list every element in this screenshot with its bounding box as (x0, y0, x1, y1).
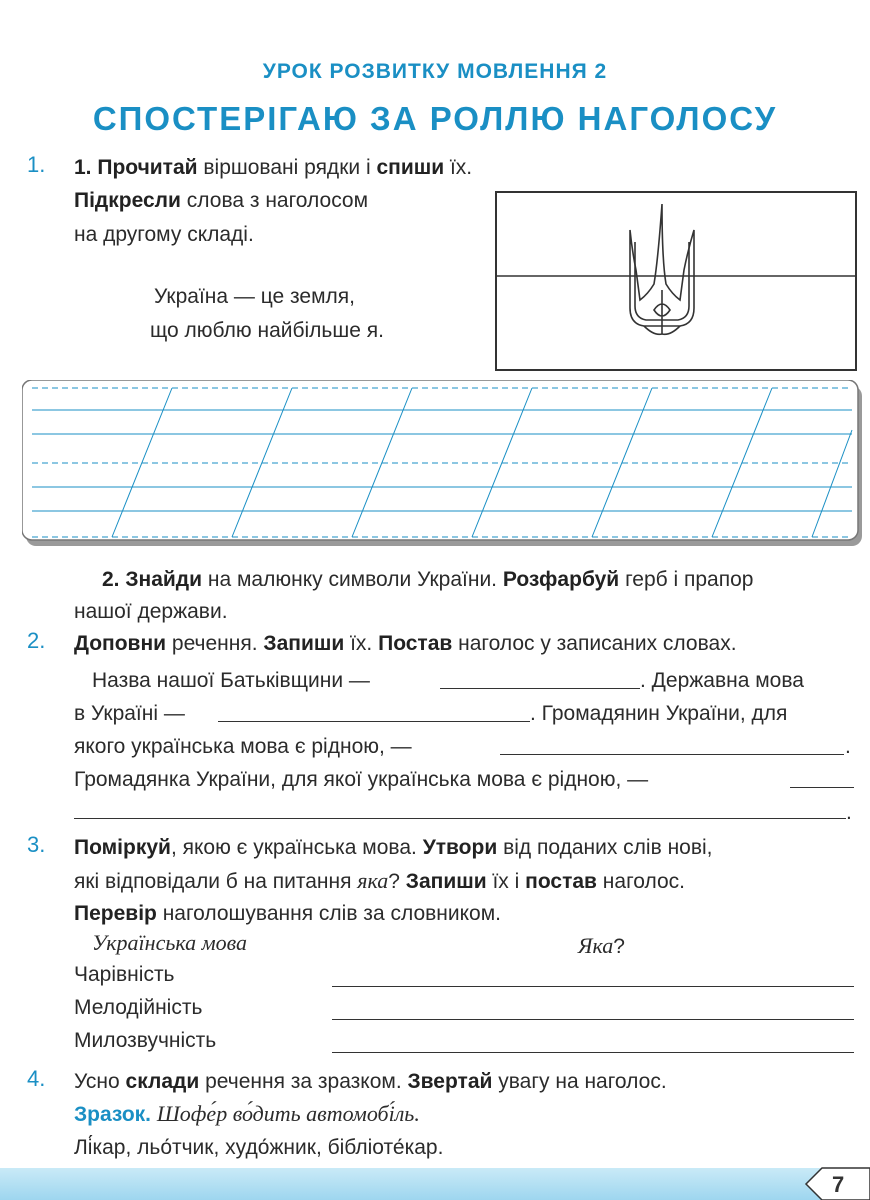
task3-text: наголошування слів за словником. (156, 902, 501, 925)
task3-verb-write: Запиши (405, 870, 487, 893)
task2-verb-complete: Доповни (74, 632, 167, 655)
task1-instruction-line3: на другому складі. (74, 223, 254, 246)
task3-column-2-header (578, 930, 625, 963)
task2-line5: . (846, 801, 852, 824)
task4-number: 4. (27, 1066, 46, 1091)
task3-column-1-header: Українська мова (92, 930, 248, 955)
poem-line-1: Україна — це земля, (154, 285, 355, 308)
task1-verb-color: Розфарбуй (502, 568, 620, 591)
task1-text: герб і прапор (619, 568, 754, 591)
task3-line2 (74, 864, 685, 898)
task2-text: речення. (166, 632, 264, 655)
task1-verb-copy: спиши (376, 156, 445, 179)
task1-number: 1. (27, 152, 46, 177)
task2-instruction (74, 627, 737, 660)
task2-line1b: . Державна мова (640, 669, 804, 692)
task2-line3a: якого українська мова є рідною, — (74, 735, 412, 758)
task3-text: їх і (486, 870, 526, 893)
task4-verb-attend: Звертай (407, 1070, 493, 1093)
task1-verb-read: Прочитай (97, 156, 198, 179)
footer-bar (0, 1168, 870, 1200)
task1-verb-find: Знайди (125, 568, 203, 591)
task1-verb-underline: Підкресли (74, 189, 181, 212)
task4-sample-label: Зразок. (74, 1103, 152, 1126)
task3-text: , якою є українська мова. (170, 836, 423, 859)
task3-verb-form: Утвори (422, 836, 498, 859)
task2-verb-stress: Постав (378, 632, 453, 655)
task3-blank-1[interactable] (332, 986, 854, 987)
task2-blank-2[interactable] (218, 721, 530, 722)
task3-blank-2[interactable] (332, 1019, 854, 1020)
task2-number: 2. (27, 628, 46, 653)
task3-column-2-mark: ? (613, 935, 625, 958)
task3-text: від поданих слів нові, (497, 836, 713, 859)
task4-text: Усно (74, 1070, 126, 1093)
task3-number: 3. (27, 832, 46, 857)
task3-word-2: Мелодійність (74, 996, 203, 1019)
task3-verb-check: Перевір (74, 902, 157, 925)
task3-word-1: Чарівність (74, 963, 175, 986)
task3-verb-stress: постав (525, 870, 597, 893)
task1-sub-number: 1. (74, 156, 92, 179)
task4-instruction (74, 1065, 667, 1098)
page-number-tab (800, 1164, 870, 1200)
page-number: 7 (832, 1172, 845, 1197)
task2-verb-write: Запиши (263, 632, 345, 655)
task2-line4: Громадянка України, для якої українська мова є рідною, — (74, 768, 649, 791)
task3-verb-think: Поміркуй (74, 836, 171, 859)
task2-blank-3[interactable] (500, 754, 844, 755)
flag-illustration (494, 190, 860, 374)
task2-line1a: Назва нашої Батьківщини — (92, 669, 370, 692)
task3-line1 (74, 831, 713, 864)
task1-text: віршовані рядки і (197, 156, 377, 179)
task1-part2-number: 2. (102, 568, 120, 591)
task1-text: слова з наголосом (180, 189, 369, 212)
page-title: СПОСТЕРІГАЮ ЗА РОЛЛЮ НАГОЛОСУ (92, 100, 778, 137)
task2-blank-4[interactable] (790, 787, 854, 788)
task4-text: речення за зразком. (199, 1070, 408, 1093)
task2-blank-1[interactable] (440, 688, 640, 689)
task1-part2-line1 (102, 563, 753, 596)
task2-text: наголос у записаних словах. (452, 632, 737, 655)
task3-column-2-word: Яка (578, 933, 614, 958)
task4-sample: Шофе́р во́дить автомобі́ль. (156, 1101, 420, 1126)
lesson-label: УРОК РОЗВИТКУ МОВЛЕННЯ 2 (262, 60, 608, 83)
poem-line-2: що люблю найбільше я. (150, 319, 384, 342)
task3-text: ? (388, 870, 406, 893)
task2-line2b: . Громадянин України, для (530, 702, 788, 725)
task3-text: наголос. (596, 870, 685, 893)
task1-text: на малюнку символи України. (202, 568, 503, 591)
task4-verb-compose: склади (125, 1070, 200, 1093)
task1-part2-line2: нашої держави. (74, 600, 228, 623)
task4-sample-line (74, 1097, 420, 1131)
task4-words: Лі́кар, льо́тчик, худо́жник, бібліоте́кар. (74, 1136, 444, 1159)
task3-word-3: Милозвучність (74, 1029, 217, 1052)
task1-text: їх. (444, 156, 473, 179)
task2-blank-5[interactable] (74, 818, 846, 819)
task3-question-word: яка (357, 868, 389, 893)
task3-line3 (74, 897, 501, 930)
task2-text: їх. (344, 632, 379, 655)
task2-line2a: в Україні — (74, 702, 185, 725)
task4-text: увагу на наголос. (492, 1070, 667, 1093)
writing-lines-box[interactable] (22, 380, 867, 552)
task2-line3b: . (845, 735, 851, 758)
task3-blank-3[interactable] (332, 1052, 854, 1053)
task3-text: які відповідали б на питання (74, 870, 358, 893)
task1-instruction-line1 (74, 151, 472, 184)
task1-instruction-line2 (74, 184, 368, 217)
